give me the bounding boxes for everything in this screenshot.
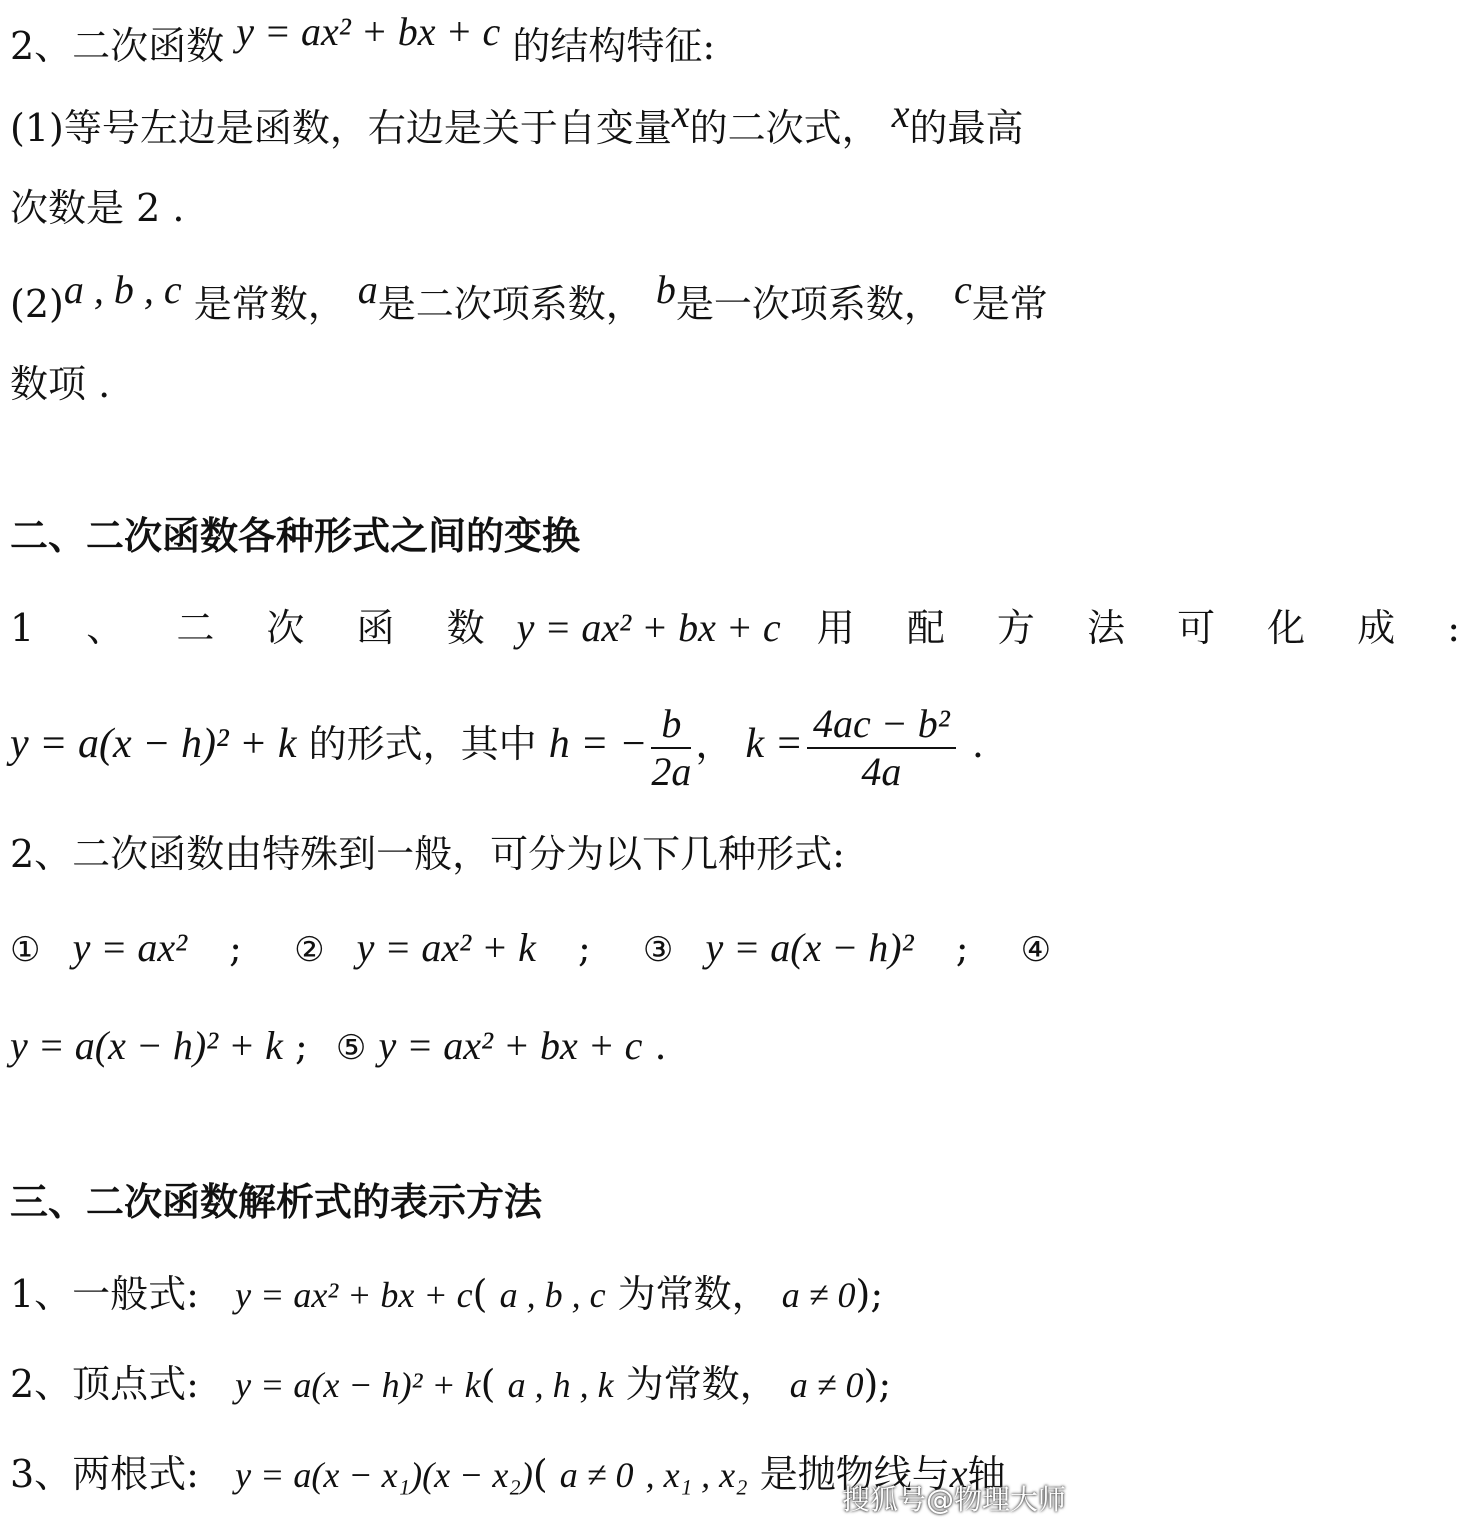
form-4-expr: y = a(x − h)² + k: [10, 1023, 283, 1068]
s1-var-a: a: [357, 267, 378, 312]
s3-vertex-form: [10, 1360, 1070, 1409]
s3-l2-label: 2、顶点式:: [10, 1362, 199, 1406]
s1-item1-line1: [10, 91, 1070, 152]
s2-k-denominator: 4a: [861, 748, 902, 794]
s3-l3-text: 是抛物线与: [759, 1452, 950, 1496]
s2-p1-line1: [10, 604, 1480, 652]
s1-item2-line2-text: 数项 .: [10, 362, 111, 406]
s3-l2-text: 为常数，: [625, 1362, 778, 1406]
s3-l1-ineq: a ≠ 0: [781, 1275, 856, 1315]
s2-p1-tail: 用 配 方 法 可 化 成 :: [816, 606, 1480, 650]
s2-p1-intro: 1 、 二 次 函 数: [10, 606, 505, 650]
s1-intro: 2、二次函数: [10, 24, 225, 68]
s1-item1-line2: [10, 184, 1070, 232]
s3-l1-label: 1、一般式:: [10, 1272, 199, 1316]
s1-item2-a: 是常数，: [193, 282, 346, 326]
s3-l1-text: 为常数，: [617, 1272, 770, 1316]
form-5-sep: .: [654, 1024, 667, 1068]
s1-item2-c: 是一次项系数，: [675, 282, 942, 326]
s2-heading: [10, 512, 1070, 560]
form-4-sep: ;: [294, 1024, 308, 1068]
s2-p1-line2: [10, 694, 1070, 794]
s3-general-form: [10, 1270, 1070, 1319]
s3-l3-ineq: a ≠ 0: [559, 1455, 634, 1495]
s2-period: .: [971, 722, 984, 766]
s1-item2-line2: [10, 360, 1070, 408]
s2-k-numerator: 4ac − b²: [807, 701, 956, 749]
s1-item2-d: 是常: [971, 282, 1048, 326]
form-3-mark: ③: [642, 930, 674, 970]
s3-l1-formula: y = ax² + bx + c: [235, 1275, 473, 1315]
s2-forms-line2: [10, 1022, 1070, 1072]
form-1-expr: y = ax²: [72, 925, 188, 970]
form-4-mark: ④: [1020, 930, 1052, 970]
s3-l2-vars: a , h , k: [507, 1365, 614, 1405]
s3-l2-open: (: [480, 1362, 496, 1406]
s3-l2-formula: y = a(x − h)² + k: [235, 1365, 481, 1405]
form-2-sep: ;: [578, 926, 591, 970]
s2-vertex-form: y = a(x − h)² + k: [10, 721, 297, 767]
s2-comma: ，: [695, 722, 734, 766]
s2-k-fraction: [807, 701, 956, 795]
watermark: 搜狐号@物理大师: [841, 1483, 1066, 1516]
s1-var-c: c: [954, 267, 972, 312]
s1-var-x-2: x: [891, 91, 910, 136]
form-2-mark: ②: [294, 930, 325, 970]
form-5-expr: y = ax² + bx + c: [378, 1023, 643, 1068]
s1-item2-b: 是二次项系数，: [377, 282, 644, 326]
s3-heading: [10, 1178, 1070, 1226]
s2-h-fraction: [651, 701, 691, 795]
s2-h-denominator: 2a: [651, 748, 692, 794]
s1-item2-prefix: (2): [10, 282, 64, 326]
s3-l2-ineq: a ≠ 0: [789, 1365, 864, 1405]
s3-l1-vars: a , b , c: [499, 1275, 606, 1315]
s1-var-x: x: [671, 91, 690, 136]
s3-l1-open: (: [472, 1272, 488, 1316]
s2-k-lhs: k =: [745, 721, 803, 767]
s1-item2-line1: [10, 267, 1070, 328]
s1-item2-abc: a , b , c: [63, 267, 182, 312]
s2-p1-formula: y = ax² + bx + c: [516, 605, 781, 650]
form-3-sep: ;: [955, 926, 969, 970]
s1-intro-tail: 的结构特征:: [512, 24, 716, 68]
s1-var-b: b: [655, 267, 676, 312]
s1-formula: y = ax² + bx + c: [236, 9, 501, 54]
form-5-mark: ⑤: [335, 1028, 367, 1068]
form-1-sep: ;: [229, 926, 242, 970]
s3-l3-label: 3、两根式:: [10, 1452, 199, 1496]
s3-l1-close: );: [855, 1272, 884, 1316]
s1-item1-line2-text: 次数是 2 .: [10, 186, 185, 230]
s3-l2-close: );: [863, 1362, 892, 1406]
s2-h-numerator: b: [651, 701, 691, 749]
s2-p2: [10, 830, 1070, 878]
form-1-mark: ①: [10, 930, 41, 970]
s3-l3-formula: y = a(x − x₁)(x − x₂): [235, 1455, 533, 1495]
s3-l3-tail: 轴: [967, 1452, 1006, 1496]
s1-item1-b: 的二次式，: [689, 106, 880, 150]
s1-title-line: [10, 9, 1070, 70]
s1-item1-a: (1)等号左边是函数，右边是关于自变量: [10, 106, 672, 150]
s2-heading-text: 二、二次函数各种形式之间的变换: [10, 513, 581, 558]
s1-item1-c: 的最高: [909, 106, 1024, 150]
s2-p1-mid: 的形式，其中: [308, 722, 537, 766]
s2-p2-text: 2、二次函数由特殊到一般，可分为以下几种形式:: [10, 832, 845, 876]
form-3-expr: y = a(x − h)²: [705, 925, 914, 970]
s2-h-lhs: h = −: [548, 721, 648, 767]
s3-l3-vars: , x₁ , x₂: [645, 1455, 748, 1495]
s3-l3-var-x: x: [949, 1451, 968, 1496]
s3-heading-text: 三、二次函数解析式的表示方法: [10, 1179, 543, 1224]
form-2-expr: y = ax² + k: [356, 925, 536, 970]
s3-l3-open: (: [532, 1452, 548, 1496]
s2-forms-line1: [10, 924, 1070, 974]
